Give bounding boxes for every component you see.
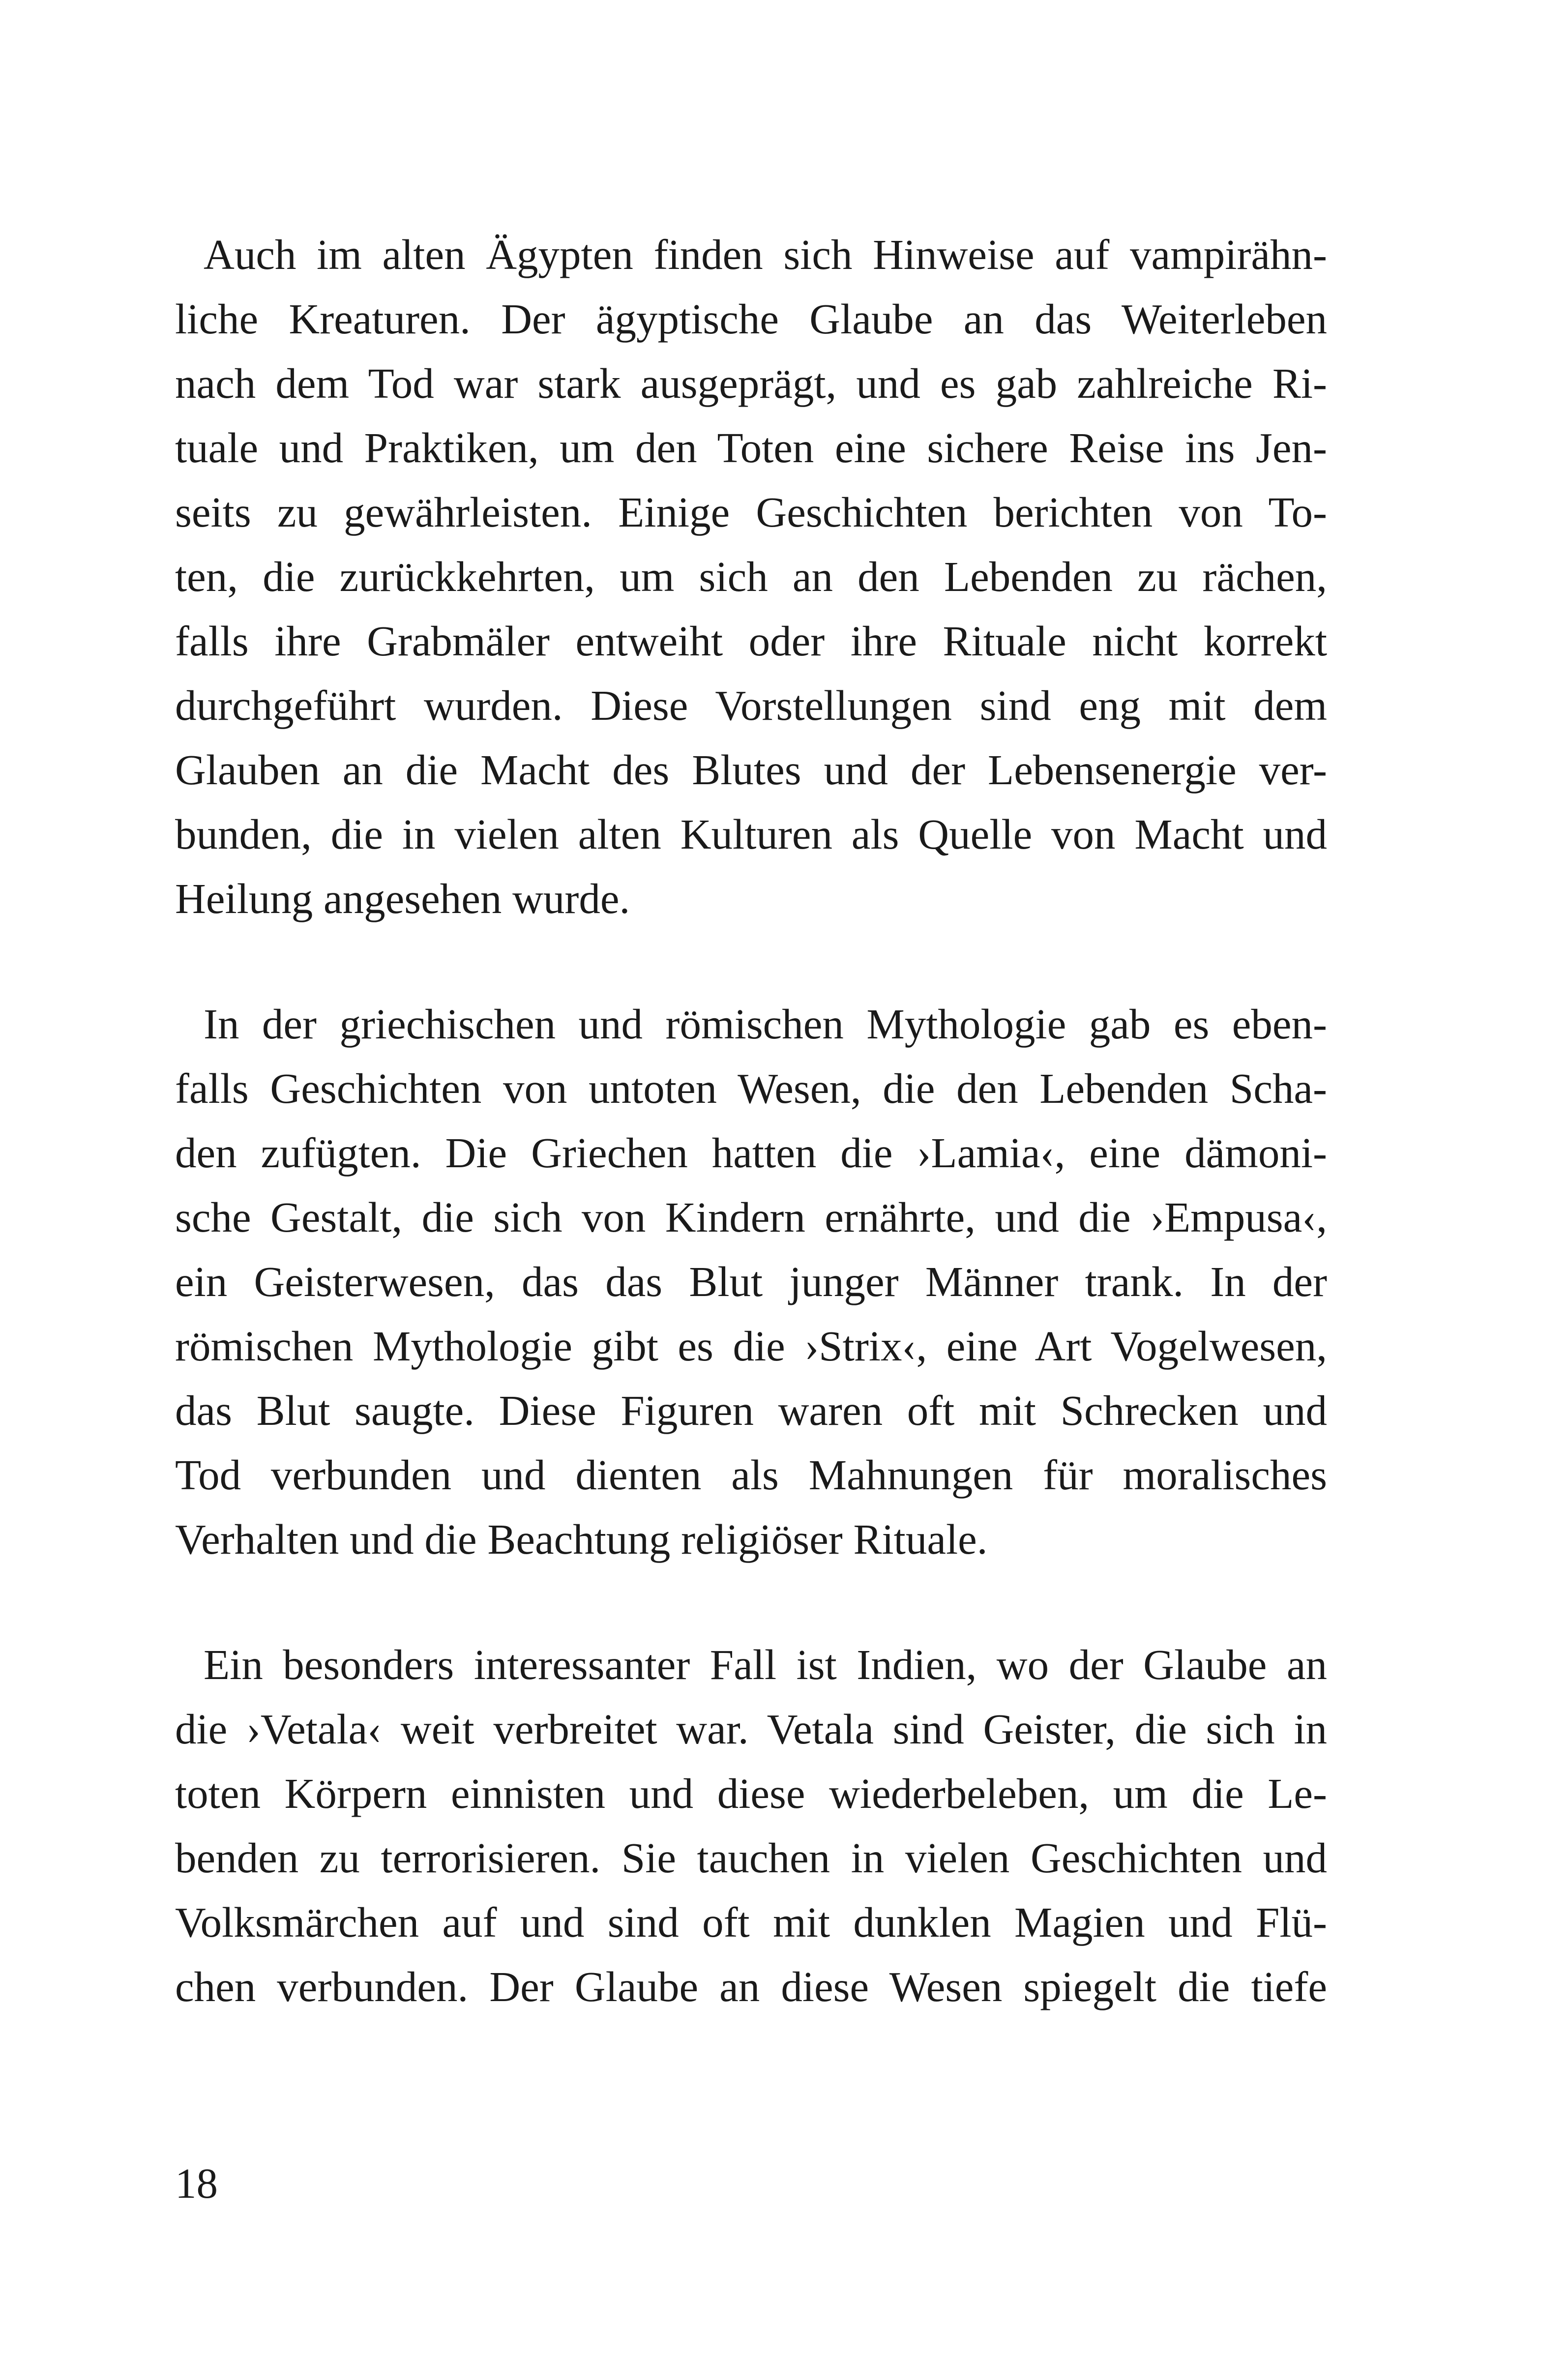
- paragraph-gap: [175, 1571, 1327, 1632]
- paragraph-3-line-4: benden zu terrorisieren. Sie tauchen in vielen Geschichten und: [175, 1834, 1327, 1882]
- paragraph-2-line-2: falls Geschichten von untoten Wesen, die den Lebenden Scha-: [175, 1064, 1327, 1112]
- paragraph-1-line-10: bunden, die in vielen alten Kulturen als Quelle von Macht und: [175, 810, 1327, 858]
- paragraph-1-line-5: seits zu gewährleisten. Einige Geschichten berichten von To-: [175, 488, 1327, 536]
- paragraph-2-line-8: Tod verbunden und dienten als Mahnungen für moralisches: [175, 1451, 1327, 1499]
- paragraph-3-line-5: Volksmärchen auf und sind oft mit dunklen Magien und Flü-: [175, 1898, 1327, 1946]
- paragraph-2-line-4: sche Gestalt, die sich von Kindern ernährte, und die ›Empusa‹,: [175, 1193, 1327, 1241]
- paragraph-1-line-8: durchgeführt wurden. Diese Vorstellungen sind eng mit dem: [175, 681, 1327, 729]
- paragraph-1-line-9: Glauben an die Macht des Blutes und der Lebensenergie ver-: [175, 746, 1327, 794]
- paragraph-1-line-1: Auch im alten Ägypten finden sich Hinweise auf vampirähn-: [204, 231, 1327, 278]
- paragraph-3-line-6: chen verbunden. Der Glaube an diese Wesen spiegelt die tiefe: [175, 1963, 1327, 2010]
- paragraph-3-line-1: Ein besonders interessanter Fall ist Indien, wo der Glaube an: [204, 1641, 1327, 1688]
- page-number: 18: [175, 2159, 218, 2207]
- paragraph-1-line-7: falls ihre Grabmäler entweiht oder ihre Rituale nicht korrekt: [175, 617, 1327, 665]
- paragraph-1-line-3: nach dem Tod war stark ausgeprägt, und es gab zahlreiche Ri-: [175, 359, 1327, 407]
- paragraph-2-line-6: römischen Mythologie gibt es die ›Strix‹, eine Art Vogelwesen,: [175, 1322, 1327, 1370]
- paragraph-2-line-9: Verhalten und die Beachtung religiöser Rituale.: [175, 1515, 988, 1563]
- paragraph-2-line-3: den zufügten. Die Griechen hatten die ›Lamia‹, eine dämoni-: [175, 1129, 1327, 1177]
- paragraph-3-line-3: toten Körpern einnisten und diese wiederbeleben, um die Le-: [175, 1770, 1327, 1817]
- paragraph-1-line-2: liche Kreaturen. Der ägyptische Glaube an das Weiterleben: [175, 295, 1327, 343]
- paragraph-2-line-5: ein Geisterwesen, das das Blut junger Männer trank. In der: [175, 1258, 1327, 1305]
- paragraph-1-line-4: tuale und Praktiken, um den Toten eine sichere Reise ins Jen-: [175, 424, 1327, 472]
- paragraph-2-line-1: In der griechischen und römischen Mythologie gab es eben-: [204, 1000, 1327, 1048]
- paragraph-1-line-6: ten, die zurückkehrten, um sich an den Lebenden zu rächen,: [175, 553, 1327, 600]
- body-text: [175, 222, 1327, 2019]
- paragraph-1-line-11: Heilung angesehen wurde.: [175, 875, 630, 922]
- paragraph-3-line-2: die ›Vetala‹ weit verbreitet war. Vetala sind Geister, die sich in: [175, 1705, 1327, 1753]
- paragraph-gap: [175, 931, 1327, 992]
- paragraph-2-line-7: das Blut saugte. Diese Figuren waren oft mit Schrecken und: [175, 1386, 1327, 1434]
